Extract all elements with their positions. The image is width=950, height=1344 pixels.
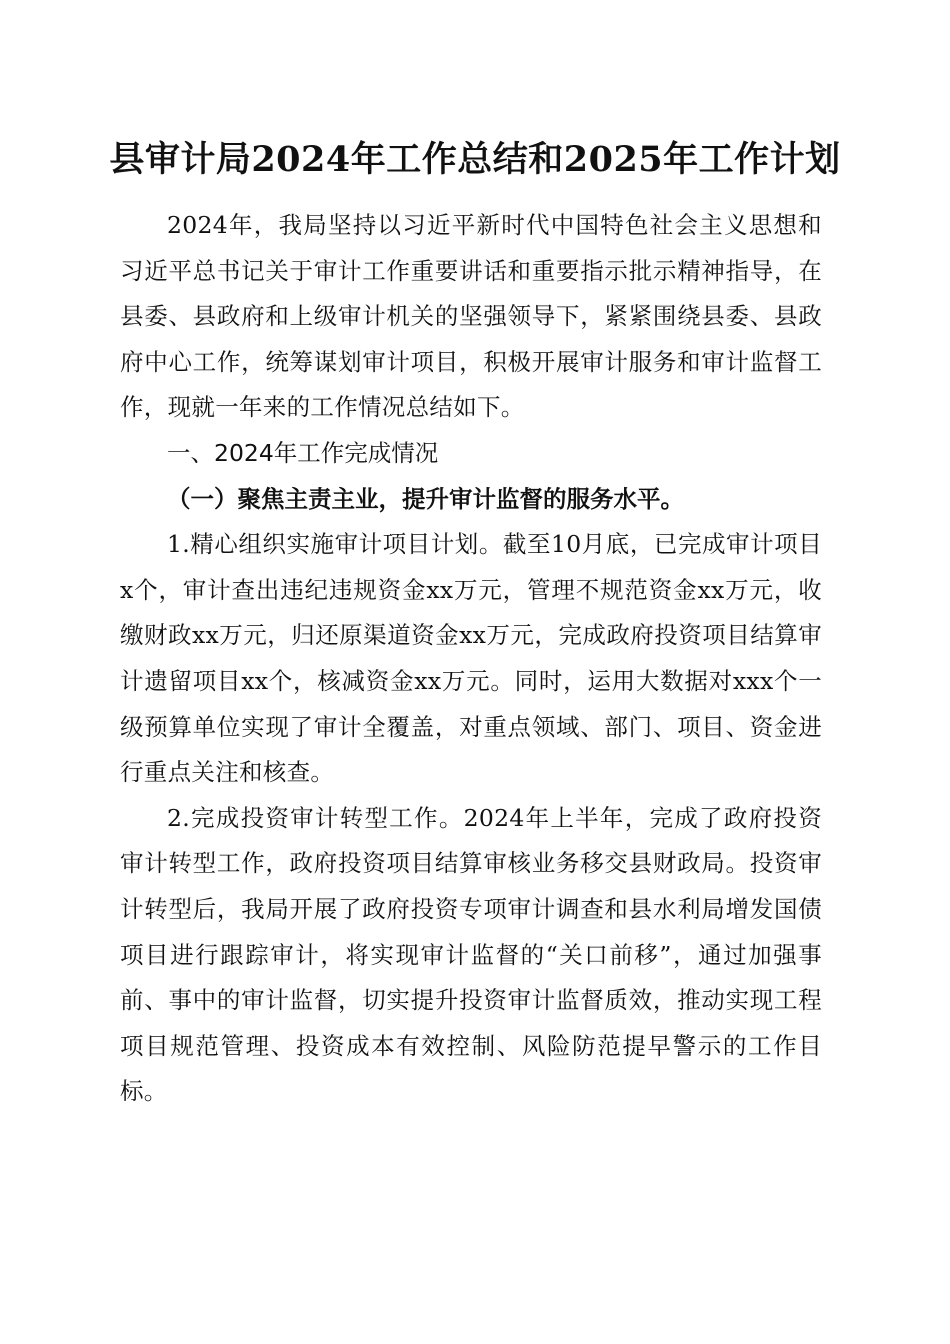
item-paragraph-1: 1.精心组织实施审计项目计划。截至10月底，已完成审计项目x个，审计查出违纪违规资金xx万元，管理不规范资金xx万元，收缴财政xx万元，归还原渠道资金xx万元，完成政府投资项目结算审计遗留项目xx个，核减资金xx万元。同时，运用大数据对xxx个一级预算单位实现了审计全覆盖，对重点领域、部门、项目、资金进行重点关注和核查。 <box>120 530 822 787</box>
item-paragraph-2: 2.完成投资审计转型工作。2024年上半年，完成了政府投资审计转型工作，政府投资项目结算审核业务移交县财政局。投资审计转型后，我局开展了政府投资专项审计调查和县水利局增发国债项目进行跟踪审计，将实现审计监督的“关口前移”，通过加强事前、事中的审计监督，切实提升投资审计监督质效，推动实现工程项目规范管理、投资成本有效控制、风险防范提早警示的工作目标。 <box>120 803 822 1106</box>
subsection-heading: （一）聚焦主责主业，提升审计监督的服务水平。 <box>167 484 684 513</box>
document-title: 县审计局2024年工作总结和2025年工作计划 <box>109 139 841 180</box>
section-heading: 一、2024年工作完成情况 <box>167 438 439 467</box>
document-body <box>120 203 822 1115</box>
intro-paragraph: 2024年，我局坚持以习近平新时代中国特色社会主义思想和习近平总书记关于审计工作重要讲话和重要指示批示精神指导，在县委、县政府和上级审计机关的坚强领导下，紧紧围绕县委、县政府中心工作，统筹谋划审计项目，积极开展审计服务和审计监督工作，现就一年来的工作情况总结如下。 <box>120 211 822 422</box>
